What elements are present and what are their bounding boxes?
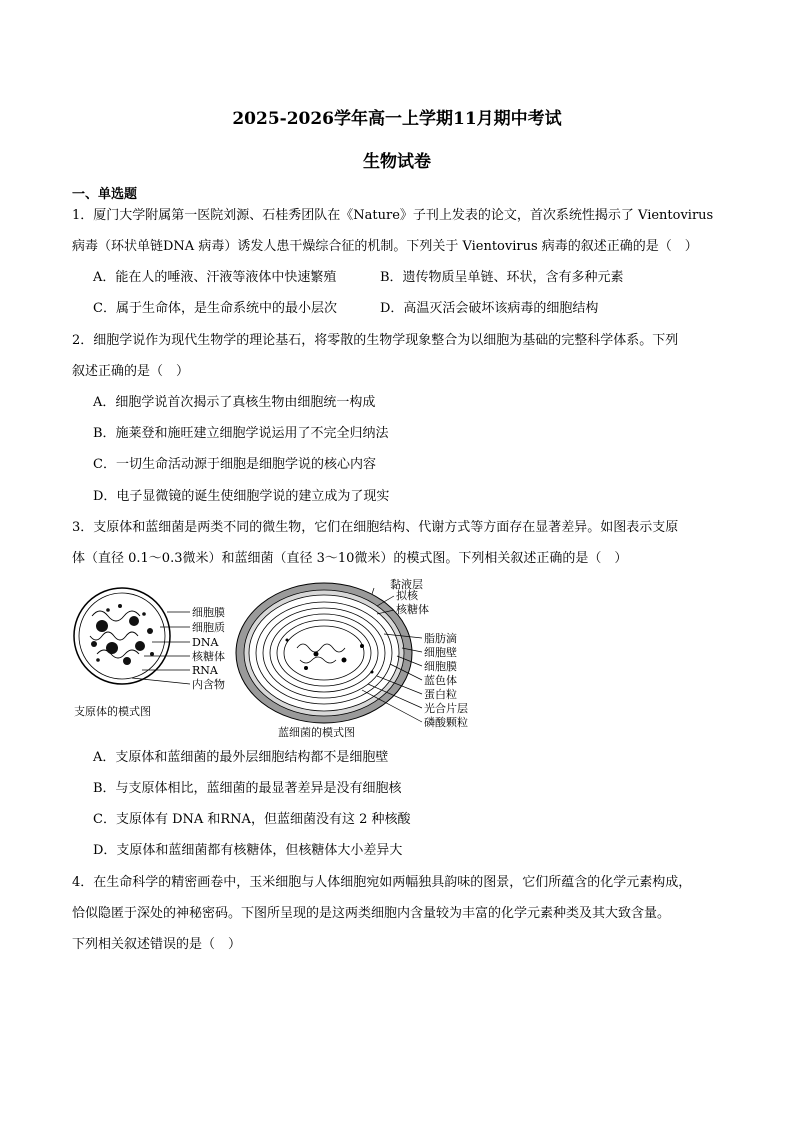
cyano-label-thylakoid: 光合片层 xyxy=(424,702,468,715)
cyano-label-protein-granule: 蛋白粒 xyxy=(424,688,457,701)
cyanobacterium-diagram xyxy=(236,577,468,739)
cyano-label-phosphate: 磷酸颗粒 xyxy=(424,716,468,729)
myco-label-ribosome: 核糖体 xyxy=(192,650,225,663)
q1-option-c: C．属于生命体，是生命系统中的最小层次 xyxy=(93,301,337,316)
cyano-label-ribosome: 核糖体 xyxy=(396,603,429,616)
myco-label-cytoplasm: 细胞质 xyxy=(192,621,225,634)
myco-caption: 支原体的模式图 xyxy=(74,705,151,718)
cyano-label-lipid: 脂肪滴 xyxy=(424,632,457,645)
q2-option-c: C．一切生命活动源于细胞是细胞学说的核心内容 xyxy=(93,457,376,472)
q1-option-b: B．遗传物质呈单链、环状，含有多种元素 xyxy=(380,270,624,285)
q2-stem-line2: 叙述正确的是（ ） xyxy=(72,364,190,379)
q2-option-a: A．细胞学说首次揭示了真核生物由细胞统一构成 xyxy=(93,395,376,410)
q1-option-a: A．能在人的唾液、汗液等液体中快速繁殖 xyxy=(93,270,337,285)
q3-stem-line2: 体（直径 0.1～0.3微米）和蓝细菌（直径 3～10微米）的模式图。下列相关叙述正确的是（ ） xyxy=(72,551,628,566)
section-heading: 一、单选题 xyxy=(72,187,138,202)
cyano-label-cyanosome: 蓝色体 xyxy=(424,674,457,687)
q3-option-d: D．支原体和蓝细菌都有核糖体，但核糖体大小差异大 xyxy=(93,843,403,858)
q1-stem-line1: 1．厦门大学附属第一医院刘源、石桂秀团队在《Nature》子刊上发表的论文，首次系统性揭示了 Vientovirus xyxy=(72,208,714,223)
myco-label-dna: DNA xyxy=(192,636,219,649)
q4-stem-line3: 下列相关叙述错误的是（ ） xyxy=(72,937,242,952)
q3-option-b: B．与支原体相比，蓝细菌的最显著差异是没有细胞核 xyxy=(93,781,402,796)
cyano-label-nucleoid: 拟核 xyxy=(396,589,418,602)
q1-option-d: D．高温灭活会破坏该病毒的细胞结构 xyxy=(380,301,599,316)
myco-label-membrane: 细胞膜 xyxy=(192,606,225,619)
q2-option-d: D．电子显微镜的诞生使细胞学说的建立成为了现实 xyxy=(93,489,390,504)
q1-stem-line2: 病毒（环状单链DNA 病毒）诱发人患干燥综合征的机制。下列关于 Vientovirus 病毒的叙述正确的是（ ） xyxy=(72,239,698,254)
q3-stem-line1: 3．支原体和蓝细菌是两类不同的微生物，它们在细胞结构、代谢方式等方面存在显著差异。如图表示支原 xyxy=(72,520,679,535)
q3-option-c: C．支原体有 DNA 和RNA，但蓝细菌没有这 2 种核酸 xyxy=(93,812,411,827)
q2-option-b: B．施莱登和施旺建立细胞学说运用了不完全归纳法 xyxy=(93,426,389,441)
myco-label-inclusion: 内含物 xyxy=(192,678,225,691)
myco-label-rna: RNA xyxy=(192,664,218,677)
mycoplasma-diagram xyxy=(74,588,225,718)
q2-stem-line1: 2．细胞学说作为现代生物学的理论基石，将零散的生物学现象整合为以细胞为基础的完整科学体系。下列 xyxy=(72,333,679,348)
q3-option-a: A．支原体和蓝细菌的最外层细胞结构都不是细胞壁 xyxy=(93,750,389,765)
q4-stem-line1: 4．在生命科学的精密画卷中，玉米细胞与人体细胞宛如两幅独具韵味的图景，它们所蕴含的化学元素构成， xyxy=(72,875,692,890)
cell-diagrams-figure xyxy=(72,576,492,742)
exam-title: 2025-2026学年高一上学期11月期中考试 xyxy=(232,109,562,129)
cyano-caption: 蓝细菌的模式图 xyxy=(278,726,355,739)
cyano-label-membrane: 细胞膜 xyxy=(424,660,457,673)
exam-subtitle: 生物试卷 xyxy=(363,152,431,172)
cyano-label-mucilage: 黏液层 xyxy=(390,578,423,591)
cyano-label-wall: 细胞壁 xyxy=(424,646,457,659)
q4-stem-line2: 恰似隐匿于深处的神秘密码。下图所呈现的是这两类细胞内含量较为丰富的化学元素种类及其大致含量。 xyxy=(72,906,671,921)
